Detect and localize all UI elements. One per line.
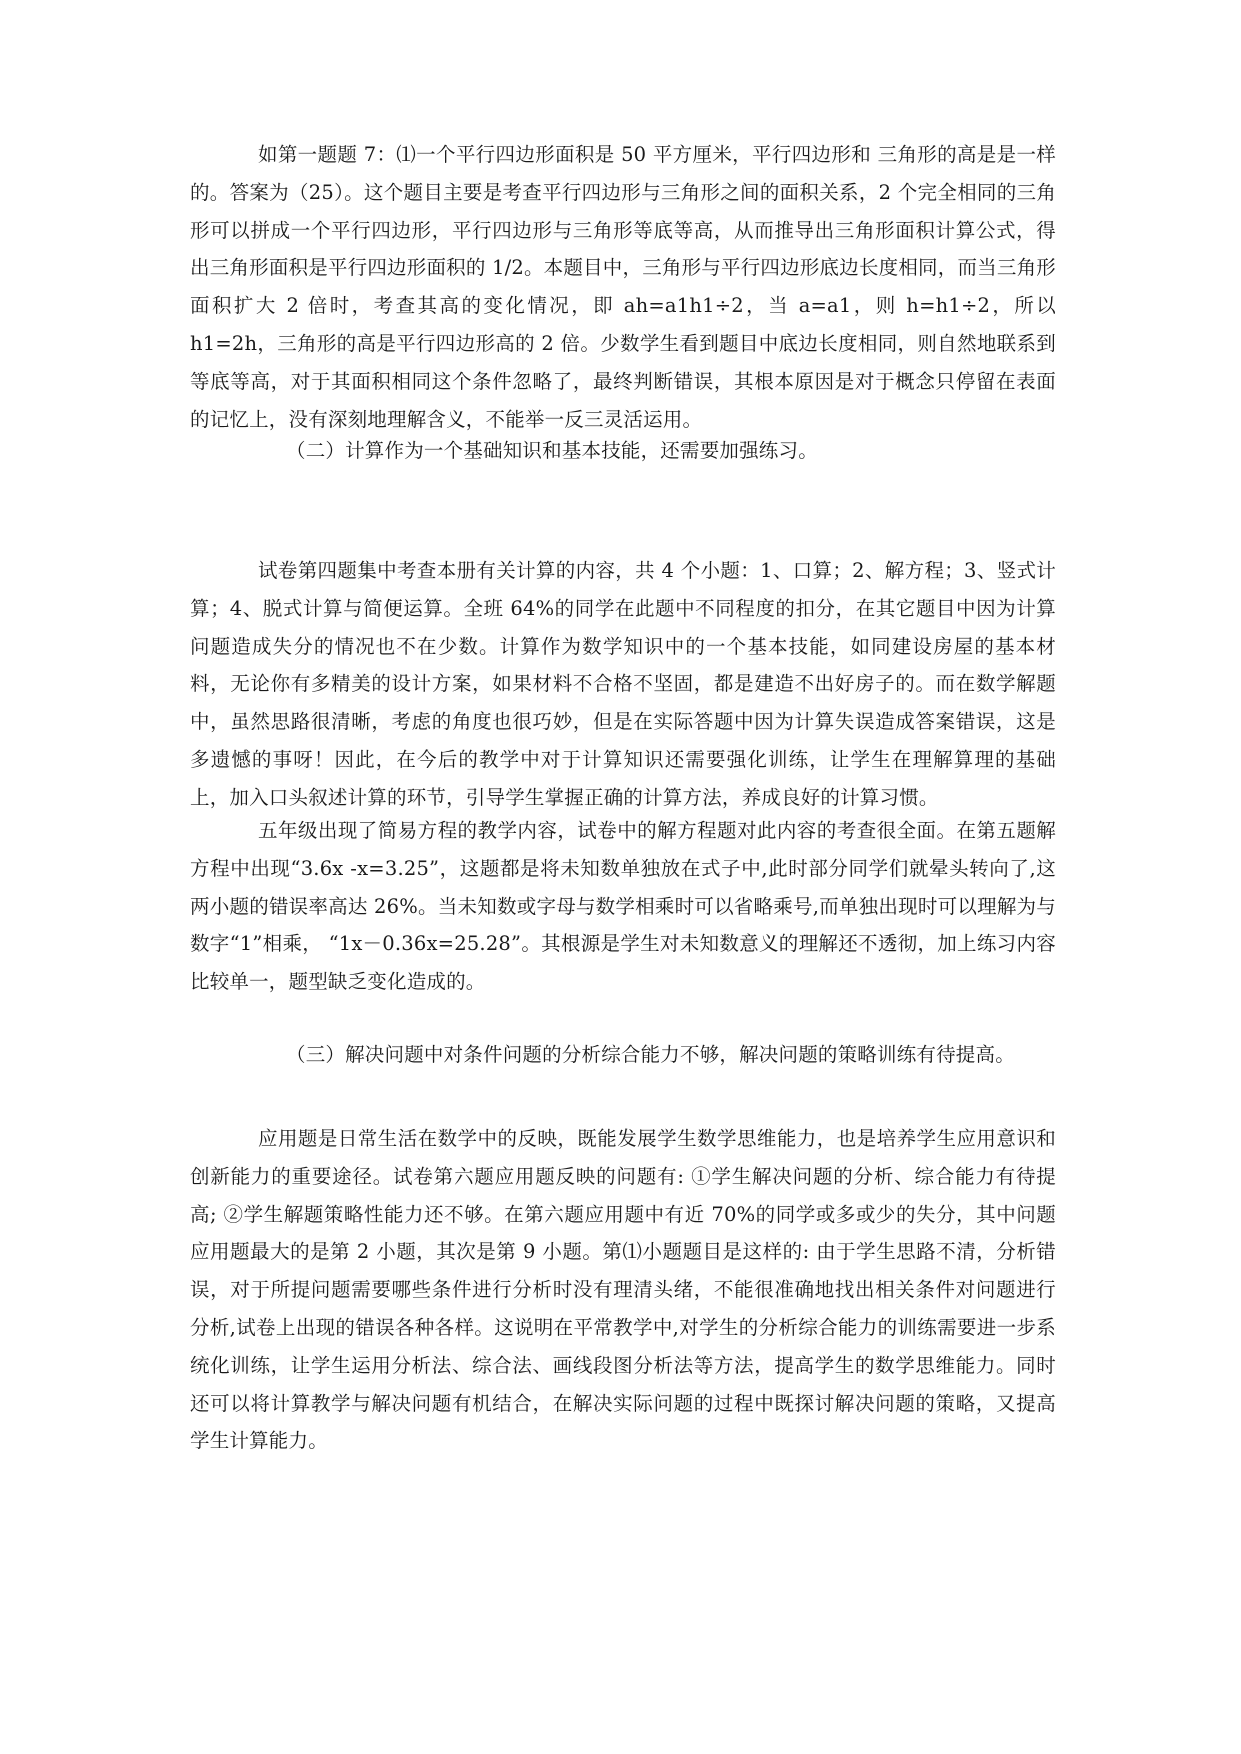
- section-heading-problem-solving: （三）解决问题中对条件问题的分析综合能力不够，解决问题的策略训练有待提高。: [286, 1043, 1015, 1066]
- paragraph-triangle-area-analysis: 如第一题题 7：⑴一个平行四边形面积是 50 平方厘米，平行四边形和 三角形的高是是一样的。答案为（25）。这个题目主要是考查平行四边形与三角形之间的面积关系，2 个完全相同的三角形可以拼成一个平行四边形，平行四边形与三角形等底等高，从而推导出三角形面积计算公式，得出三角形面积是平行四边形面积的 1/2。本题目中，三角形与平行四边形底边长度相同，而当三角形面积扩大 2 倍时，考查其高的变化情况，即 ah=a1h1÷2，当 a=a1，则 h=h1÷2，所以 h1=2h，三角形的高是平行四边形高的 2 倍。少数学生看到题目中底边长度相同，则自然地联系到等底等高，对于其面积相同这个条件忽略了，最终判断错误，其根本原因是对于概念只停留在表面的记忆上，没有深刻地理解含义，不能举一反三灵活运用。: [190, 143, 1056, 431]
- paragraph-equation-analysis: 五年级出现了简易方程的教学内容，试卷中的解方程题对此内容的考查很全面。在第五题解方程中出现“3.6x -x=3.25”，这题都是将未知数单独放在式子中,此时部分同学们就晕头转向了,这两小题的错误率高达 26%。当未知数或字母与数学相乘时可以省略乘号,而单独出现时可以理解为与数字“1”相乘， “1x－0.36x=25.28”。其根源是学生对未知数意义的理解还不透彻，加上练习内容比较单一，题型缺乏变化造成的。: [190, 819, 1056, 994]
- paragraph-word-problem-analysis: 应用题是日常生活在数学中的反映，既能发展学生数学思维能力，也是培养学生应用意识和创新能力的重要途径。试卷第六题应用题反映的问题有: ①学生解决问题的分析、综合能力有待提高; ②学生解题策略性能力还不够。在第六题应用题中有近 70%的同学或多或少的失分，其中问题应用题最大的是第 2 小题，其次是第 9 小题。第⑴小题题目是这样的: 由于学生思路不清，分析错误，对于所提问题需要哪些条件进行分析时没有理清头绪，不能很准确地找出相关条件对问题进行分析,试卷上出现的错误各种各样。这说明在平常教学中,对学生的分析综合能力的训练需要进一步系统化训练，让学生运用分析法、综合法、画线段图分析法等方法，提高学生的数学思维能力。同时还可以将计算教学与解决问题有机结合，在解决实际问题的过程中既探讨解决问题的策略，又提高学生计算能力。: [190, 1127, 1056, 1453]
- section-heading-calculation: （二）计算作为一个基础知识和基本技能，还需要加强练习。: [286, 439, 818, 462]
- paragraph-calculation-analysis: 试卷第四题集中考查本册有关计算的内容，共 4 个小题：1、口算；2、解方程；3、竖式计算；4、脱式计算与简便运算。全班 64%的同学在此题中不同程度的扣分，在其它题目中因为计算问题造成失分的情况也不在少数。计算作为数学知识中的一个基本技能，如同建设房屋的基本材料，无论你有多精美的设计方案，如果材料不合格不坚固，都是建造不出好房子的。而在数学解题中，虽然思路很清晰，考虑的角度也很巧妙，但是在实际答题中因为计算失误造成答案错误，这是多遗憾的事呀！因此，在今后的教学中对于计算知识还需要强化训练，让学生在理解算理的基础上，加入口头叙述计算的环节，引导学生掌握正确的计算方法，养成良好的计算习惯。: [190, 559, 1056, 809]
